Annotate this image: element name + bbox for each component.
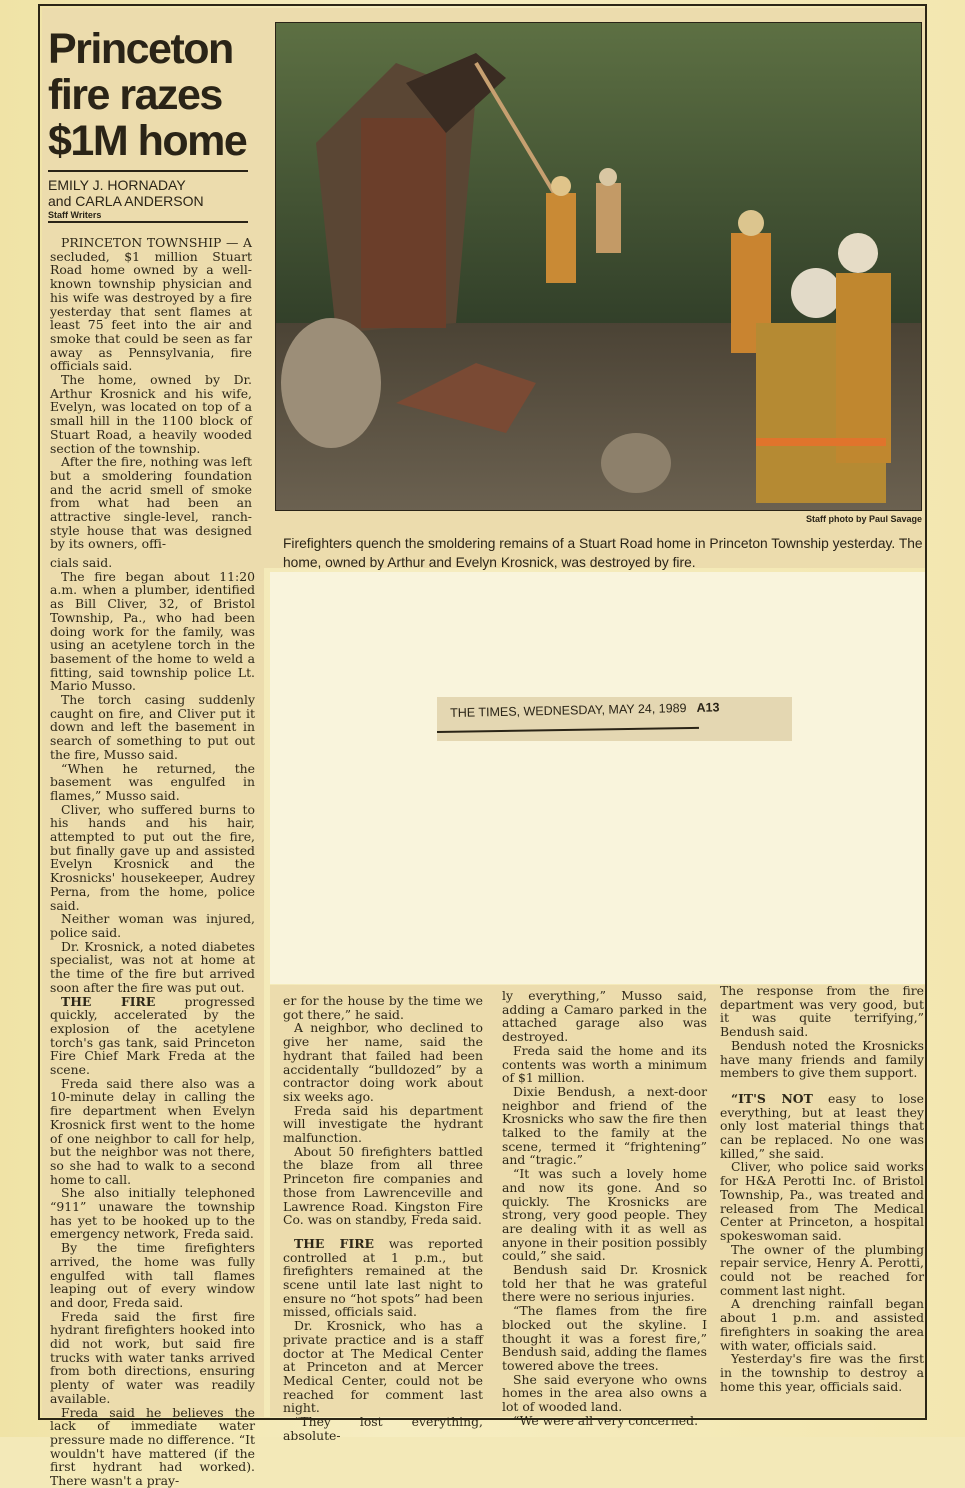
paragraph: About 50 firefighters battled the blaze from all three Princeton fire companies and those from Lawrenceville and Lawrence Road. Kingston Fire Co. was on standby, Freda said.: [283, 1143, 483, 1228]
paragraph: The home, owned by Dr. Arthur Krosnick and his wife, Evelyn, was located on top of a small hill in the 1100 block of Stuart Road, a heavily wooded section of the township.: [50, 372, 252, 456]
paragraph: She said everyone who owns homes in the area also owns a lot of wooded land.: [502, 1371, 707, 1415]
firefighters-photo: [275, 22, 922, 511]
article-col4: [720, 984, 924, 1404]
headline: [48, 26, 258, 164]
byline-authors-2: and CARLA ANDERSON: [48, 193, 204, 209]
subhead-paragraph: [50, 995, 255, 1077]
dateline-text: THE TIMES, WEDNESDAY, MAY 24, 1989: [450, 701, 687, 720]
paragraph: She also initially telephoned “911” unaware the township has yet to be hooked up to the emergency network, Freda said.: [50, 1185, 255, 1242]
paragraph: Neither woman was injured, police said.: [50, 911, 255, 940]
subhead-rest: was reported controlled at 1 p.m., but firefighters remained at the scene until late last night to ensure no “hot spots” had been missed, officials said.: [283, 1235, 483, 1320]
page-number: A13: [696, 700, 720, 715]
headline-rule: [48, 170, 248, 172]
paragraph: The fire began about 11:20 a.m. when a plumber, identified as Bill Cliver, 32, of Bristol Township, Pa., who had been doing work for the family, was using an acetylene torch in the basement of the home to weld a fitting, said township police Lt. Mario Musso.: [50, 568, 255, 694]
subhead-paragraph: [283, 1237, 483, 1319]
paragraph: Freda said he believes the lack of immediate water pressure made no difference. “It wouldn't have mattered (if the first hydrant had worked). There wasn't a pray-: [50, 1404, 255, 1488]
paragraph: Dr. Krosnick, who has a private practice and is a staff doctor at The Medical Center at Princeton and at Mercer Medical Center, could not be reached for comment last night.: [283, 1318, 483, 1416]
photo-caption: Firefighters quench the smoldering remains of a Stuart Road home in Princeton Township yesterday. The home, owned by Arthur and Evelyn Krosnick, was destroyed by fire.: [283, 536, 923, 570]
paragraph: Freda said the first fire hydrant firefighters hooked into did not work, but said fire trucks with water tanks arrived from both directions, ensuring plenty of water was readily available.: [50, 1308, 255, 1406]
paragraph: A neighbor, who declined to give her name, said the hydrant that failed had been accidentally “bulldozed” by a contractor doing work about six weeks ago.: [283, 1020, 483, 1104]
paragraph: PRINCETON TOWNSHIP — A secluded, $1 million Stuart Road home owned by a well-known township physician and his wife was destroyed by a fire yesterday that sent flames at least 75 feet into the air and smoke that could be seen as far away as Pennsylvania, fire officials said.: [50, 235, 252, 374]
subhead-lead: THE FIRE: [61, 993, 156, 1009]
subhead-lead: THE FIRE: [294, 1235, 374, 1251]
article-col1-bottom: [50, 555, 255, 1488]
byline: [48, 177, 258, 220]
paragraph: “It was such a lovely home and now its gone. And so quickly. The Krosnicks are strong, very good people. They are dealing with it as well as anyone in their position possibly could,” she said.: [502, 1166, 707, 1264]
paragraph: er for the house by the time we got there,” he said.: [283, 993, 483, 1022]
paragraph: Freda said his department will investigate the hydrant malfunction.: [283, 1102, 483, 1146]
headline-line-3: $1M home: [48, 117, 247, 165]
paragraph: Freda said there also was a 10-minute delay in calling the fire department when Evelyn Krosnick first went to the home of one neighbor to call for help, but the neighbor was not there, so she had to walk to a second home to call.: [50, 1075, 255, 1187]
subhead-paragraph: [720, 1092, 924, 1161]
paragraph: “When he returned, the basement was engulfed in flames,” Musso said.: [50, 760, 255, 803]
paragraph: The owner of the plumbing repair service, Henry A. Perotti, could not be reached for comment last night.: [720, 1241, 924, 1298]
headline-line-1: Princeton: [48, 25, 233, 73]
paragraph: “The flames from the fire blocked out the skyline. I thought it was a forest fire,” Bendush said, adding the flames towered above the trees.: [502, 1303, 707, 1373]
paragraph: ly everything,” Musso said, adding a Camaro parked in the attached garage also was destroyed.: [502, 988, 707, 1045]
article-col3: [502, 988, 707, 1428]
byline-authors-1: EMILY J. HORNADAY: [48, 177, 186, 193]
subhead-lead: “IT'S NOT: [731, 1090, 813, 1106]
paragraph: Dixie Bendush, a next-door neighbor and friend of the Krosnicks who saw the fire then talked to the family at the scene, termed it “frightening” and “tragic.”: [502, 1083, 707, 1168]
paragraph: After the fire, nothing was left but a smoldering foundation and the acrid smell of smoke from what had been an attractive single-level, ranch-style house that was designed by its owners, offi-: [50, 454, 252, 552]
paragraph: cials said.: [50, 555, 113, 570]
paragraph: Bendush noted the Krosnicks have many friends and family members to give them support.: [720, 1037, 924, 1081]
paragraph: “They lost everything, absolute-: [283, 1414, 483, 1443]
paragraph: The torch casing suddenly caught on fire, and Cliver put it down and left the basement in search of something to put out the fire, Musso said.: [50, 692, 255, 762]
article-col1-top: [50, 235, 252, 552]
paragraph: Freda said the home and its contents was worth a minimum of $1 million.: [502, 1042, 707, 1086]
paragraph: Cliver, who suffered burns to his hands and his hair, attempted to put out the fire, but finally gave up and assisted Evelyn Krosnick and the Krosnicks' housekeeper, Audrey Perna, from the home, police said.: [50, 801, 255, 913]
subhead-rest: easy to lose everything, but at least they only lost material things that can be replaced. No one was killed,” she said.: [720, 1090, 924, 1161]
paragraph: Cliver, who police said works for H&A Perotti Inc. of Bristol Township, Pa., was treated and released from The Medical Center at Princeton, a hospital spokeswoman said.: [720, 1159, 924, 1243]
paragraph: “We were all very concerned.: [513, 1412, 699, 1428]
byline-role: Staff Writers: [48, 210, 102, 220]
photo-credit: Staff photo by Paul Savage: [805, 514, 922, 524]
paragraph: By the time firefighters arrived, the home was fully engulfed with tall flames leaping out of every window and door, Freda said.: [50, 1240, 255, 1310]
photo-illustration: [276, 23, 921, 510]
byline-rule: [48, 221, 248, 223]
article-col2: [283, 993, 483, 1443]
paragraph: The response from the fire department was very good, but it was quite terrifying,” Bendush said.: [720, 983, 924, 1040]
paragraph: A drenching rainfall began about 1 p.m. and assisted firefighters in soaking the area with water, officials said.: [720, 1296, 924, 1353]
paragraph: Bendush said Dr. Krosnick told her that he was grateful there were no serious injuries.: [502, 1262, 707, 1305]
paragraph: Dr. Krosnick, a noted diabetes specialist, was not at home at the time of the fire but arrived soon after the fire was put out.: [50, 938, 255, 995]
subhead-rest: progressed quickly, accelerated by the explosion of the acetylene torch's gas tank, said Princeton Fire Chief Mark Freda at the scene.: [50, 993, 255, 1078]
paragraph: Yesterday's fire was the first in the township to destroy a home this year, officials said.: [720, 1351, 924, 1394]
headline-line-2: fire razes: [48, 71, 222, 119]
